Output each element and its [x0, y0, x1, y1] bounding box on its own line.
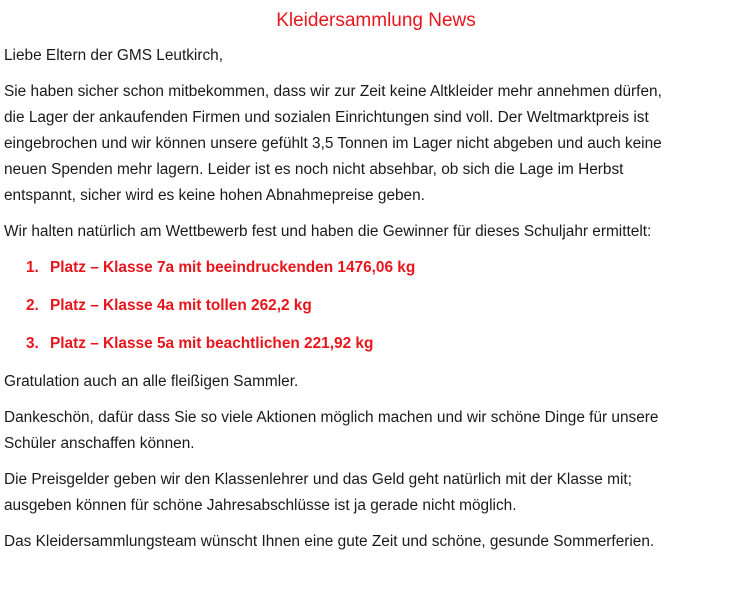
- greeting-text: Liebe Eltern der GMS Leutkirch,: [4, 47, 223, 64]
- prize-paragraph: [4, 467, 748, 519]
- intro-line: neuen Spenden mehr lagern. Leider ist es noch nicht absehbar, ob sich die Lage im Herbst: [4, 161, 624, 178]
- winner-number: 1.: [26, 259, 39, 276]
- winner-text: Platz – Klasse 4a mit tollen 262,2 kg: [50, 297, 312, 314]
- prize-line: ausgeben können für schöne Jahresabschlüsse ist ja gerade nicht möglich.: [4, 497, 517, 514]
- closing-text: Das Kleidersammlungsteam wünscht Ihnen eine gute Zeit und schöne, gesunde Sommerferien.: [4, 533, 655, 550]
- competition-paragraph: [4, 219, 748, 245]
- intro-paragraph: [4, 79, 748, 209]
- winner-item: [4, 293, 748, 319]
- greeting-paragraph: [4, 43, 748, 69]
- document-title: Kleidersammlung News: [276, 10, 476, 31]
- congrats-paragraph: [4, 369, 748, 395]
- winner-item: [4, 255, 748, 281]
- intro-line: eingebrochen und wir können unsere gefühlt 3,5 Tonnen im Lager nicht abgeben und auch keine: [4, 135, 662, 152]
- intro-line: entspannt, sicher wird es keine hohen Abnahmepreise geben.: [4, 187, 425, 204]
- winner-text: Platz – Klasse 5a mit beachtlichen 221,92 kg: [50, 335, 374, 352]
- winners-list: [4, 255, 748, 357]
- winner-number: 3.: [26, 335, 39, 352]
- thanks-line: Dankeschön, dafür dass Sie so viele Aktionen möglich machen und wir schöne Dinge für unsere: [4, 409, 659, 426]
- intro-line: die Lager der ankaufenden Firmen und sozialen Einrichtungen sind voll. Der Weltmarktpreis ist: [4, 109, 649, 126]
- winner-item: [4, 331, 748, 357]
- closing-paragraph: [4, 529, 748, 555]
- thanks-paragraph: [4, 405, 748, 457]
- intro-line: Sie haben sicher schon mitbekommen, dass wir zur Zeit keine Altkleider mehr annehmen dürfen,: [4, 83, 662, 100]
- winner-number: 2.: [26, 297, 39, 314]
- thanks-line: Schüler anschaffen können.: [4, 435, 195, 452]
- prize-line: Die Preisgelder geben wir den Klassenlehrer und das Geld geht natürlich mit der Klasse mit;: [4, 471, 632, 488]
- winner-text: Platz – Klasse 7a mit beeindruckenden 1476,06 kg: [50, 259, 416, 276]
- congrats-text: Gratulation auch an alle fleißigen Sammler.: [4, 373, 299, 390]
- competition-text: Wir halten natürlich am Wettbewerb fest und haben die Gewinner für dieses Schuljahr ermittelt:: [4, 223, 652, 240]
